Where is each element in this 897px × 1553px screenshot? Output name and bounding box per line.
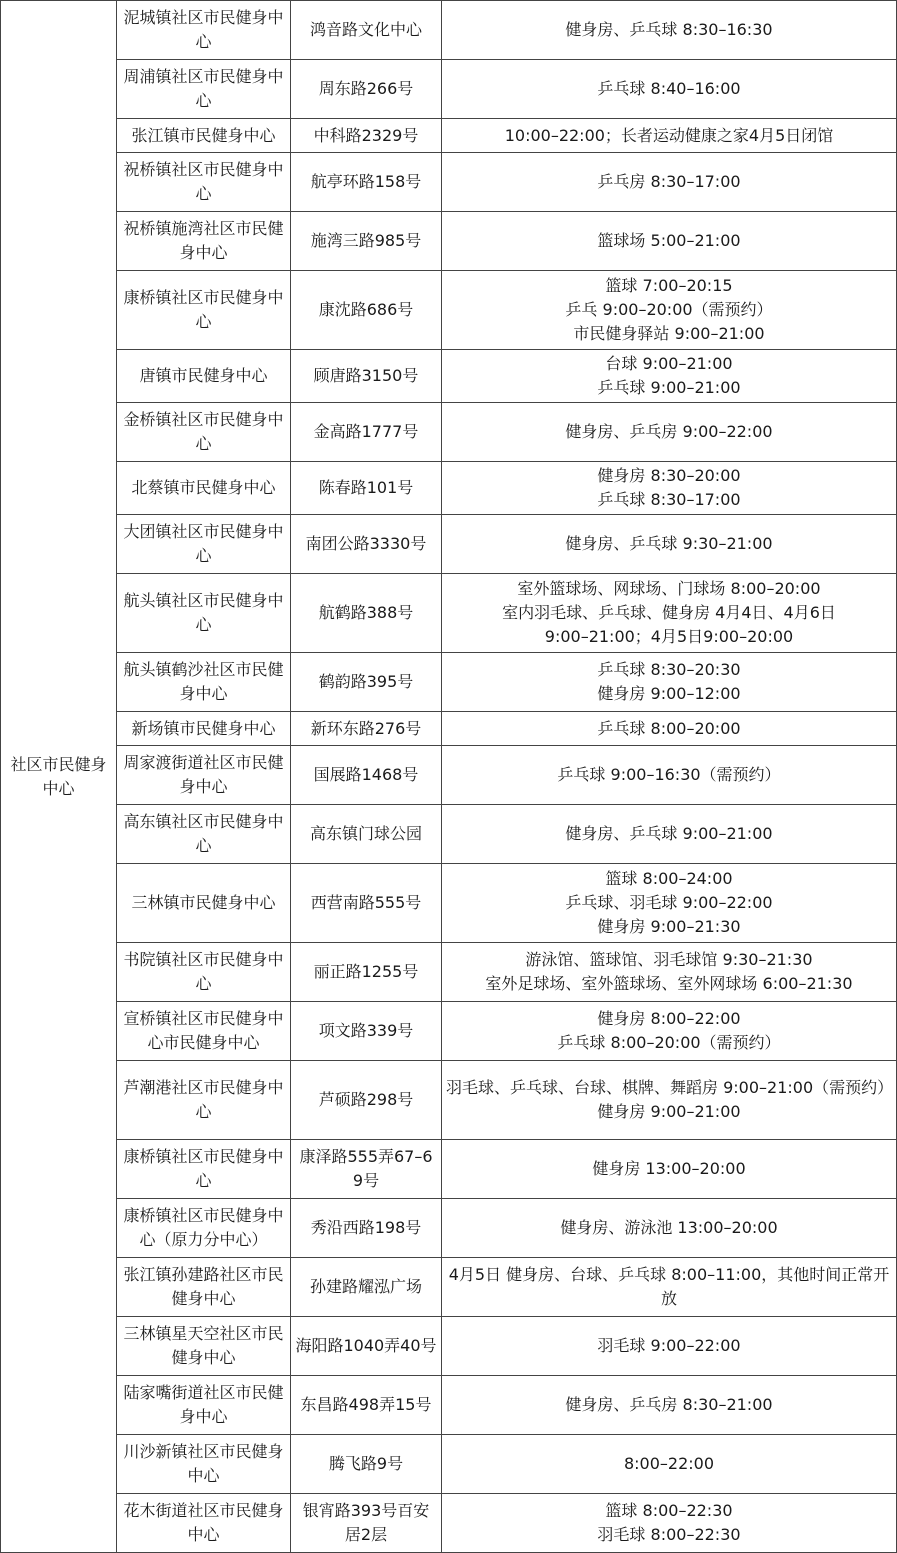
hours-line: 4月5日 健身房、台球、乒乓球 8:00–11:00，其他时间正常开放 [448,1265,890,1308]
hours-line: 乒乓球 8:00–20:00 [597,718,741,738]
hours-line: 游泳馆、篮球馆、羽毛球馆 9:30–21:30 [525,950,813,969]
address-cell: 高东镇门球公园 [291,805,442,864]
table-row [1,60,897,119]
center-name-cell: 川沙新镇社区市民健身中心 [117,1435,291,1494]
hours-line: 乒乓球 8:30–20:30 [597,660,741,679]
hours-cell [442,1317,897,1376]
table-row [1,119,897,153]
hours-line: 健身房、乒乓房 8:30–21:00 [565,1395,773,1414]
center-name-cell: 三林镇市民健身中心 [117,864,291,943]
center-name-cell: 花木街道社区市民健身中心 [117,1494,291,1553]
hours-cell [442,403,897,462]
hours-cell [442,119,897,153]
center-name-cell: 康桥镇社区市民健身中心 [117,1140,291,1199]
hours-line: 健身房、乒乓球 8:30–16:30 [565,20,773,39]
hours-cell [442,271,897,350]
hours-line: 羽毛球、乒乓球、台球、棋牌、舞蹈房 9:00–21:00（需预约） [446,1078,894,1097]
table-row [1,1317,897,1376]
center-name-cell: 周浦镇社区市民健身中心 [117,60,291,119]
hours-cell [442,1494,897,1553]
hours-line: 乒乓球 8:40–16:00 [597,79,741,98]
address-cell: 金高路1777号 [291,403,442,462]
hours-line: 健身房 8:30–20:00 [597,466,741,485]
center-name-cell: 祝桥镇社区市民健身中心 [117,153,291,212]
hours-cell [442,515,897,574]
address-cell: 腾飞路9号 [291,1435,442,1494]
address-cell: 海阳路1040弄40号 [291,1317,442,1376]
table-row [1,1002,897,1061]
hours-cell [442,1258,897,1317]
table-row [1,653,897,712]
hours-cell [442,805,897,864]
address-cell: 新环东路276号 [291,712,442,746]
address-cell: 陈春路101号 [291,462,442,515]
table-row [1,1061,897,1140]
hours-line: 篮球场 5:00–21:00 [597,231,741,250]
center-name-cell: 航头镇社区市民健身中心 [117,574,291,653]
hours-line: 台球 9:00–21:00 [605,354,733,373]
hours-line: 室外篮球场、网球场、门球场 8:00–20:00 [517,579,821,598]
center-name-cell: 三林镇星天空社区市民健身中心 [117,1317,291,1376]
hours-cell [442,574,897,653]
hours-line: 乒乓球 8:30–17:00 [597,490,741,509]
hours-cell [442,1140,897,1199]
table-row [1,350,897,403]
table-row [1,212,897,271]
hours-cell [442,1061,897,1140]
table-row [1,1494,897,1553]
address-cell: 东昌路498弄15号 [291,1376,442,1435]
hours-line: 健身房、游泳池 13:00–20:00 [560,1218,778,1237]
hours-line: 羽毛球 9:00–22:00 [597,1336,741,1355]
table-row [1,746,897,805]
table-row [1,1376,897,1435]
hours-line: 健身房、乒乓房 9:00–22:00 [565,422,773,441]
hours-cell [442,653,897,712]
address-cell: 南团公路3330号 [291,515,442,574]
center-name-cell: 康桥镇社区市民健身中心（原力分中心） [117,1199,291,1258]
hours-line: 篮球 8:00–24:00 [605,869,733,888]
center-name-cell: 唐镇市民健身中心 [117,350,291,403]
center-name-cell: 书院镇社区市民健身中心 [117,943,291,1002]
hours-cell [442,1199,897,1258]
address-cell: 顾唐路3150号 [291,350,442,403]
center-name-cell: 周家渡街道社区市民健身中心 [117,746,291,805]
hours-cell [442,1435,897,1494]
hours-line: 室外足球场、室外篮球场、室外网球场 6:00–21:30 [485,974,853,993]
address-cell: 秀沿西路198号 [291,1199,442,1258]
hours-line: 市民健身驿站 9:00–21:00 [573,324,765,343]
hours-cell [442,712,897,746]
hours-line: 健身房、乒乓球 9:00–21:00 [565,824,773,843]
center-name-cell: 芦潮港社区市民健身中心 [117,1061,291,1140]
table-row [1,943,897,1002]
address-cell: 项文路339号 [291,1002,442,1061]
center-name-cell: 大团镇社区市民健身中心 [117,515,291,574]
address-cell: 孙建路耀泓广场 [291,1258,442,1317]
hours-cell [442,864,897,943]
hours-line: 健身房、乒乓球 9:30–21:00 [565,534,773,553]
hours-line: 乒乓球、羽毛球 9:00–22:00 [565,893,773,912]
table-row [1,805,897,864]
hours-cell [442,350,897,403]
category-cell: 社区市民健身中心 [1,1,117,1553]
address-cell: 康沈路686号 [291,271,442,350]
table-row [1,153,897,212]
address-cell: 中科路2329号 [291,119,442,153]
center-name-cell: 陆家嘴街道社区市民健身中心 [117,1376,291,1435]
hours-line: 健身房 9:00–21:00 [597,1102,741,1121]
hours-cell [442,746,897,805]
address-cell: 银宵路393号百安居2层 [291,1494,442,1553]
hours-line: 乒乓球 8:00–20:00（需预约） [557,1033,781,1052]
center-name-cell: 张江镇市民健身中心 [117,119,291,153]
table-row [1,574,897,653]
hours-line: 乒乓球 9:00–21:00 [597,378,741,397]
address-cell: 航亭环路158号 [291,153,442,212]
hours-cell [442,60,897,119]
hours-cell [442,1,897,60]
address-cell: 康泽路555弄67–69号 [291,1140,442,1199]
table-row [1,1140,897,1199]
address-cell: 芦硕路298号 [291,1061,442,1140]
address-cell: 鸿音路文化中心 [291,1,442,60]
hours-line: 室内羽毛球、乒乓球、健身房 4月4日、4月6日 [502,603,836,622]
hours-line: 健身房 9:00–21:30 [597,917,741,936]
address-cell: 西营南路555号 [291,864,442,943]
hours-line: 健身房 8:00–22:00 [597,1009,741,1028]
center-name-cell: 高东镇社区市民健身中心 [117,805,291,864]
hours-line: 乒乓球 9:00–16:30（需预约） [557,765,781,784]
table-row [1,864,897,943]
hours-cell [442,1376,897,1435]
hours-line: 健身房 13:00–20:00 [592,1159,746,1178]
table-row [1,1199,897,1258]
table-row [1,1,897,60]
hours-cell [442,943,897,1002]
center-name-cell: 泥城镇社区市民健身中心 [117,1,291,60]
table-row [1,1258,897,1317]
hours-line: 乒乓房 8:30–17:00 [597,172,741,191]
hours-line: 乒乓 9:00–20:00（需预约） [565,300,773,319]
table-row [1,1435,897,1494]
center-name-cell: 新场镇市民健身中心 [117,712,291,746]
center-name-cell: 北蔡镇市民健身中心 [117,462,291,515]
center-name-cell: 张江镇孙建路社区市民健身中心 [117,1258,291,1317]
center-name-cell: 金桥镇社区市民健身中心 [117,403,291,462]
hours-line: 10:00–22:00；长者运动健康之家4月5日闭馆 [504,125,834,145]
address-cell: 施湾三路985号 [291,212,442,271]
table-row [1,712,897,746]
hours-line: 羽毛球 8:00–22:30 [597,1525,741,1544]
hours-cell [442,462,897,515]
hours-cell [442,1002,897,1061]
hours-cell [442,212,897,271]
address-cell: 鹤韵路395号 [291,653,442,712]
center-name-cell: 宣桥镇社区市民健身中心市民健身中心 [117,1002,291,1061]
hours-line: 篮球 7:00–20:15 [605,276,733,295]
table-row [1,271,897,350]
address-cell: 航鹤路388号 [291,574,442,653]
address-cell: 国展路1468号 [291,746,442,805]
center-name-cell: 航头镇鹤沙社区市民健身中心 [117,653,291,712]
hours-cell [442,153,897,212]
table-row [1,462,897,515]
hours-line: 9:00–21:00；4月5日9:00–20:00 [544,627,794,646]
table-row [1,515,897,574]
address-cell: 周东路266号 [291,60,442,119]
hours-line: 篮球 8:00–22:30 [605,1501,733,1520]
center-name-cell: 康桥镇社区市民健身中心 [117,271,291,350]
hours-line: 健身房 9:00–12:00 [597,684,741,703]
address-cell: 丽正路1255号 [291,943,442,1002]
hours-line: 8:00–22:00 [623,1454,715,1473]
table-row [1,403,897,462]
center-name-cell: 祝桥镇施湾社区市民健身中心 [117,212,291,271]
